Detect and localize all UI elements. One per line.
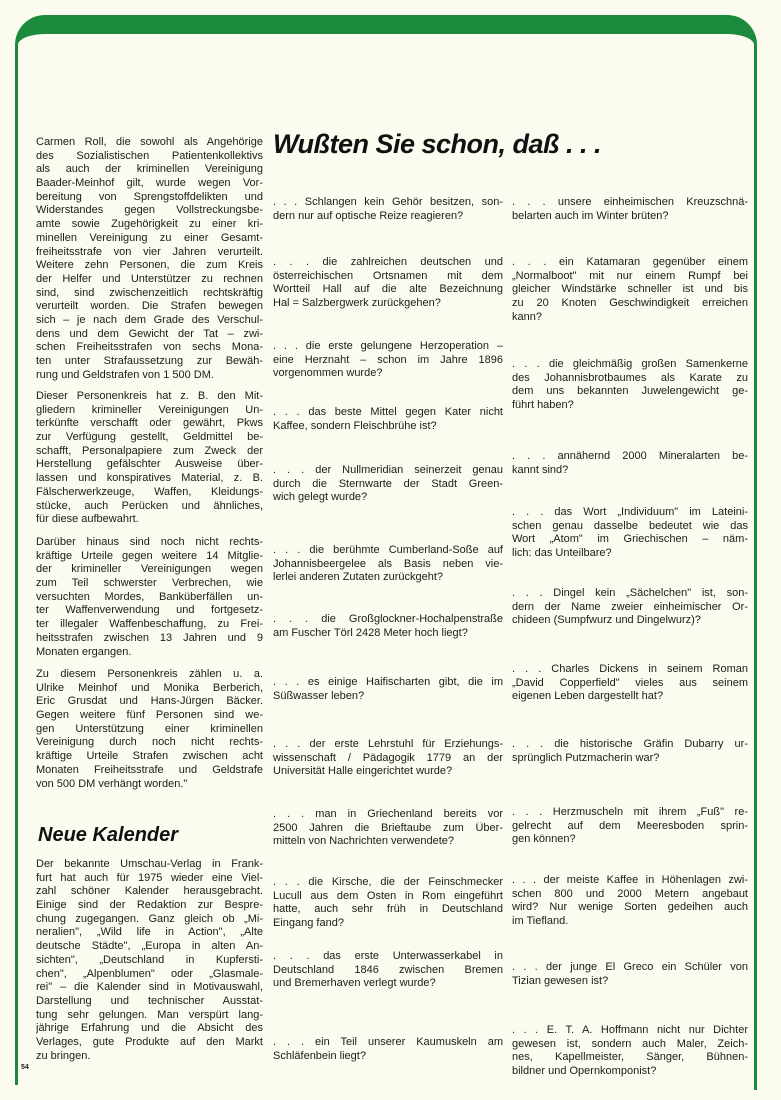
left-paragraph (36, 390, 263, 527)
text-line: sichten", „Deutschland in Kupfersti- (36, 953, 263, 966)
text-line: schen genau dasselbe bedeutet wie das (512, 519, 748, 532)
text-line: belarten auch im Winter brüten? (512, 209, 669, 222)
text-line: . . . das Wort „Individuum" im Lateini- (512, 506, 748, 518)
text-line: dem uns bekannten Juwelengewicht ge- (512, 385, 748, 398)
text-line: chung zugegangen. Ganz gleich ob „Mi- (36, 912, 263, 925)
text-line: schen 800 und 2000 Metern angebaut (512, 887, 748, 900)
text-line: Widerstandes gegen Vollstreckungsbe- (36, 204, 263, 217)
neue-kalender-heading: Neue Kalender (38, 824, 179, 846)
text-line: . . . der Nullmeridian seinerzeit genau (273, 464, 503, 476)
text-line: Hal = Salzbergwerk zurückgehen? (273, 297, 441, 310)
text-line: Monaten Freiheitsstrafe und Geldstrafe (36, 763, 263, 776)
fact-item (512, 196, 748, 223)
text-line: vorgenommen wurde? (273, 367, 383, 380)
text-line: Lucull aus dem Osten in Rom eingeführt (273, 889, 503, 902)
text-line: chideen (Sumpfwurz und Dingelwurz)? (512, 614, 701, 627)
fact-item (512, 506, 748, 561)
text-line: . . . die gleichmäßig großen Samenkerne (512, 358, 748, 370)
text-line: Der bekannte Umschau-Verlag in Frank- (36, 858, 263, 870)
text-line: sind, sind zwischenzeitlich rechtskräftig (36, 286, 263, 299)
text-line: ten unter Strafaussetzung zur Bewäh- (36, 355, 263, 367)
text-line: deutsche Städte", „Europa in alten An- (36, 940, 263, 953)
fact-item (273, 464, 503, 505)
text-line: Süßwasser leben? (273, 689, 365, 702)
text-line: Herstellung gefälschter Ausweise über- (36, 458, 263, 471)
fact-item (512, 1024, 748, 1079)
text-line: zu bringen. (36, 1049, 91, 1062)
text-line: im Tiefland. (512, 915, 569, 928)
text-line: Baader-Meinhof gilt, wurde wegen Vor- (36, 177, 263, 190)
text-line: und Bremerhaven verlegt wurde? (273, 977, 436, 990)
fact-item (512, 587, 748, 628)
text-line: gelrecht auf dem Meeresboden sprin- (512, 819, 748, 832)
text-line: gen können? (512, 833, 576, 846)
text-line: des Sozialistischen Patientenkollektivs (36, 149, 263, 162)
text-line: chen", „Alpenblumen" oder „Glasmale- (36, 967, 263, 980)
text-line: rung und Geldstrafen von 1 500 DM. (36, 368, 214, 381)
text-line: . . . E. T. A. Hoffmann nicht nur Dichter (512, 1024, 748, 1036)
fact-item (512, 358, 748, 413)
text-line: mitteln von Nachrichten verwendete? (273, 835, 454, 848)
text-line: . . . die zahlreichen deutschen und (273, 256, 503, 268)
text-line: zur Verfügung gestellt, Geldmittel be- (36, 431, 263, 444)
text-line: Darstellung und technischer Ausstat- (36, 994, 263, 1007)
text-line: . . . es einige Haifischarten gibt, die im (273, 676, 503, 688)
fact-item (273, 406, 503, 433)
text-line: Tizian gewesen ist? (512, 974, 609, 987)
text-line: Einige sind der Redaktion zur Bespre- (36, 899, 263, 912)
text-line: als auch der kriminellen Vereinigung (36, 163, 263, 176)
text-line: schafft, Personalpapiere zum Zweck der (36, 444, 263, 457)
text-line: am Fuscher Törl 2428 Meter hoch liegt? (273, 626, 468, 639)
text-line: Kaffee, sondern Fleischbrühe ist? (273, 419, 437, 432)
green-frame-top (15, 15, 757, 55)
text-line: bildner und Opernkomponist? (512, 1065, 657, 1078)
text-line: Verlages, gute Produkte auf den Markt (36, 1035, 263, 1048)
fact-item (273, 950, 503, 991)
text-line: Carmen Roll, die sowohl als Angehörige (36, 136, 263, 148)
text-line: lerlei anderen Zutaten zurückgeht? (273, 571, 443, 584)
text-line: . . . das beste Mittel gegen Kater nicht (273, 406, 503, 418)
text-line: . . . annähernd 2000 Mineralarten be- (512, 450, 748, 462)
text-line: lassen und konspiratives Material, z. B. (36, 472, 263, 485)
text-line: dern der Name zweier einheimischer Or- (512, 600, 748, 613)
text-line: bereitung von Sprengstoffdelikten und (36, 190, 263, 203)
text-line: 2500 Jahren die Brieftaube zum Über- (273, 821, 503, 834)
wussten-title: Wußten Sie schon, daß . . . (273, 129, 602, 159)
text-line: furt hat auch für 1975 wieder eine Viel- (36, 871, 263, 884)
fact-item (273, 876, 503, 931)
text-line: Deutschland 1846 zwischen Bremen (273, 963, 503, 976)
text-line: von 500 DM verhängt worden." (36, 777, 188, 790)
text-line: Darüber hinaus sind noch nicht rechts- (36, 536, 263, 548)
text-line: verurteilt worden. Die Strafen bewegen (36, 300, 263, 313)
text-line: des Johannisbrotbaumes als Karate zu (512, 371, 748, 384)
text-line: Universität Halle eingerichtet wurde? (273, 765, 453, 778)
text-line: . . . die Großglockner-Hochalpenstraße (273, 613, 503, 625)
left-paragraph (36, 136, 263, 382)
text-line: schen Freiheitsstrafen von sechs Mona- (36, 341, 263, 354)
fact-item (273, 340, 503, 381)
text-line: Fälscherwerkzeuge, Waffen, Kleidungs- (36, 485, 263, 498)
fact-item (273, 613, 503, 640)
fact-item (273, 1036, 503, 1063)
text-line: der Helfer und Unterstützer zu rechnen (36, 272, 263, 285)
text-line: . . . man in Griechenland bereits vor (273, 808, 503, 820)
text-line: jährige Erfahrung und die Absicht des (36, 1022, 263, 1035)
text-line: eigenen Leben dargestellt hat? (512, 690, 664, 703)
text-line: . . . die erste gelungene Herzoperation – (273, 340, 503, 352)
text-line: Wortteil Hall auf die alte Bezeichnung (273, 283, 503, 296)
text-line: zahl schöner Kalender herausgebracht. (36, 885, 263, 898)
text-line: eine Herznaht – schon im Jahre 1896 (273, 353, 503, 366)
text-line: amte sowie Zugehörigkeit zu einer kri- (36, 218, 263, 231)
text-line: für diese aufbewahrt. (36, 513, 139, 526)
text-line: Wort „Atom" im Griechischen – näm- (512, 533, 748, 546)
fact-item (273, 808, 503, 849)
text-line: Monaten ergangen. (36, 645, 132, 658)
text-line: versuchten Mordes, Banküberfällen un- (36, 590, 263, 603)
text-line: Eric Grusdat und Hans-Jürgen Bäcker. (36, 695, 263, 708)
text-line: . . . unsere einheimischen Kreuzschnä- (512, 196, 748, 208)
text-line: zu 20 Knoten Geschwindigkeit erreichen (512, 297, 748, 310)
text-line: dens und dem Gewicht der Tat – zwi- (36, 327, 263, 340)
text-line: gleicher Windstärke schneller ist und bis (512, 283, 748, 296)
text-line: kräftige Urteile Strafen zwischen acht (36, 750, 263, 763)
fact-item (273, 196, 503, 223)
text-line: zum Teil schwerster Verbrechen, wie (36, 577, 263, 590)
text-line: dern nur auf optische Reize reagieren? (273, 209, 464, 222)
fact-item (512, 256, 748, 324)
text-line: . . . Dingel kein „Sächelchen" ist, son- (512, 587, 748, 599)
text-line: durch die Sternwarte der Stadt Green- (273, 477, 503, 490)
green-frame-right (754, 50, 757, 1090)
text-line: „Normalboot" mit nur einem Rumpf bei (512, 269, 748, 282)
text-line: neralien", „Wild life in Action", „Alte (36, 926, 263, 939)
text-line: . . . ein Teil unserer Kaumuskeln am (273, 1036, 503, 1048)
text-line: . . . die berühmte Cumberland-Soße auf (273, 544, 503, 556)
text-line: . . . Herzmuscheln mit ihrem „Fuß" re- (512, 806, 748, 818)
text-line: kannt sind? (512, 463, 569, 476)
text-line: sprünglich Putzmacherin war? (512, 751, 660, 764)
fact-item (512, 961, 748, 988)
green-frame-left (15, 50, 18, 1085)
text-line: „David Copperfield" vieles aus seinem (512, 676, 748, 689)
text-line: ter Waffenverwendung und fortgesetz- (36, 604, 263, 617)
text-line: rei" – die Kalender sind in Motivauswahl, (36, 981, 263, 994)
text-line: . . . Schlangen kein Gehör besitzen, son- (273, 196, 503, 208)
text-line: . . . der erste Lehrstuhl für Erziehungs- (273, 738, 503, 750)
text-line: Dieser Personenkreis hat z. B. den Mit- (36, 390, 263, 402)
text-line: Eingang fand? (273, 917, 344, 930)
text-line: österreichischen Ortsnamen mit dem (273, 269, 503, 282)
fact-item (273, 738, 503, 779)
text-line: hatte, auch sehr früh in Deutschland (273, 903, 503, 916)
fact-item (512, 738, 748, 765)
fact-item (273, 544, 503, 585)
text-line: gewesen ist, sondern auch Maler, Zeich- (512, 1037, 748, 1050)
text-line: führt haben? (512, 399, 574, 412)
text-line: ter illegaler Waffenbeschaffung, zu Frei- (36, 618, 263, 631)
text-line: stücke, auch Perücken und ähnliches, (36, 499, 263, 512)
text-line: gliedern krimineller Vereinigungen Un- (36, 403, 263, 416)
left-paragraph (36, 668, 263, 791)
text-line: wird? Nur wenige Sorten gedeihen auch (512, 901, 748, 914)
text-line: wich gelegt wurde? (273, 491, 368, 504)
fact-item (512, 450, 748, 477)
text-line: der krimineller Vereinigungen wegen (36, 563, 263, 576)
text-line: . . . die Kirsche, die der Feinschmecker (273, 876, 503, 888)
text-line: sich – je nach dem Grade des Verschul- (36, 313, 263, 326)
text-line: Johannisbeergelee als Basis neben vie- (273, 557, 503, 570)
page-number: 54 (21, 1064, 29, 1071)
text-line: terkünfte verschafft oder gewährt, Pkws (36, 417, 263, 430)
text-line: Weitere zehn Personen, die zum Kreis (36, 259, 263, 272)
text-line: Vereinigung durch noch nicht rechts- (36, 736, 263, 749)
text-line: . . . das erste Unterwasserkabel in (273, 950, 503, 962)
fact-item (512, 663, 748, 704)
text-line: gen Unterstützung einer kriminellen (36, 722, 263, 735)
text-line: . . . der junge El Greco ein Schüler von (512, 961, 748, 973)
fact-item (273, 256, 503, 311)
text-line: . . . Charles Dickens in seinem Roman (512, 663, 748, 675)
fact-item (273, 676, 503, 703)
text-line: heitsstrafen zwischen 13 Jahren und 9 (36, 631, 263, 644)
fact-item (512, 874, 748, 929)
text-line: lich: das Unteilbare? (512, 547, 612, 560)
text-line: minellen Vereinigung zu einer Gesamt- (36, 231, 263, 244)
text-line: Schläfenbein liegt? (273, 1049, 366, 1062)
text-line: Ulrike Meinhof und Monika Berberich, (36, 681, 263, 694)
fact-item (512, 806, 748, 847)
text-line: kräftige Urteile gegen weitere 14 Mitglie- (36, 549, 263, 562)
text-line: Zu diesem Personenkreis zählen u. a. (36, 668, 263, 680)
text-line: nes, Kapellmeister, Sänger, Bühnen- (512, 1051, 748, 1064)
text-line: freiheitsstrafe von vier Jahren verurteilt. (36, 245, 263, 258)
text-line: . . . der meiste Kaffee in Höhenlagen zwi- (512, 874, 748, 886)
text-line: kann? (512, 310, 542, 323)
left-paragraph (36, 536, 263, 659)
text-line: Gegen weitere fünf Personen sind we- (36, 709, 263, 722)
text-line: . . . die historische Gräfin Dubarry ur- (512, 738, 748, 750)
text-line: wissenschaft / Pädagogik 1779 an der (273, 751, 503, 764)
kalender-paragraph (36, 858, 263, 1063)
text-line: . . . ein Katamaran gegenüber einem (512, 256, 748, 268)
text-line: tung sehr gelungen. Man verspürt lang- (36, 1008, 263, 1021)
